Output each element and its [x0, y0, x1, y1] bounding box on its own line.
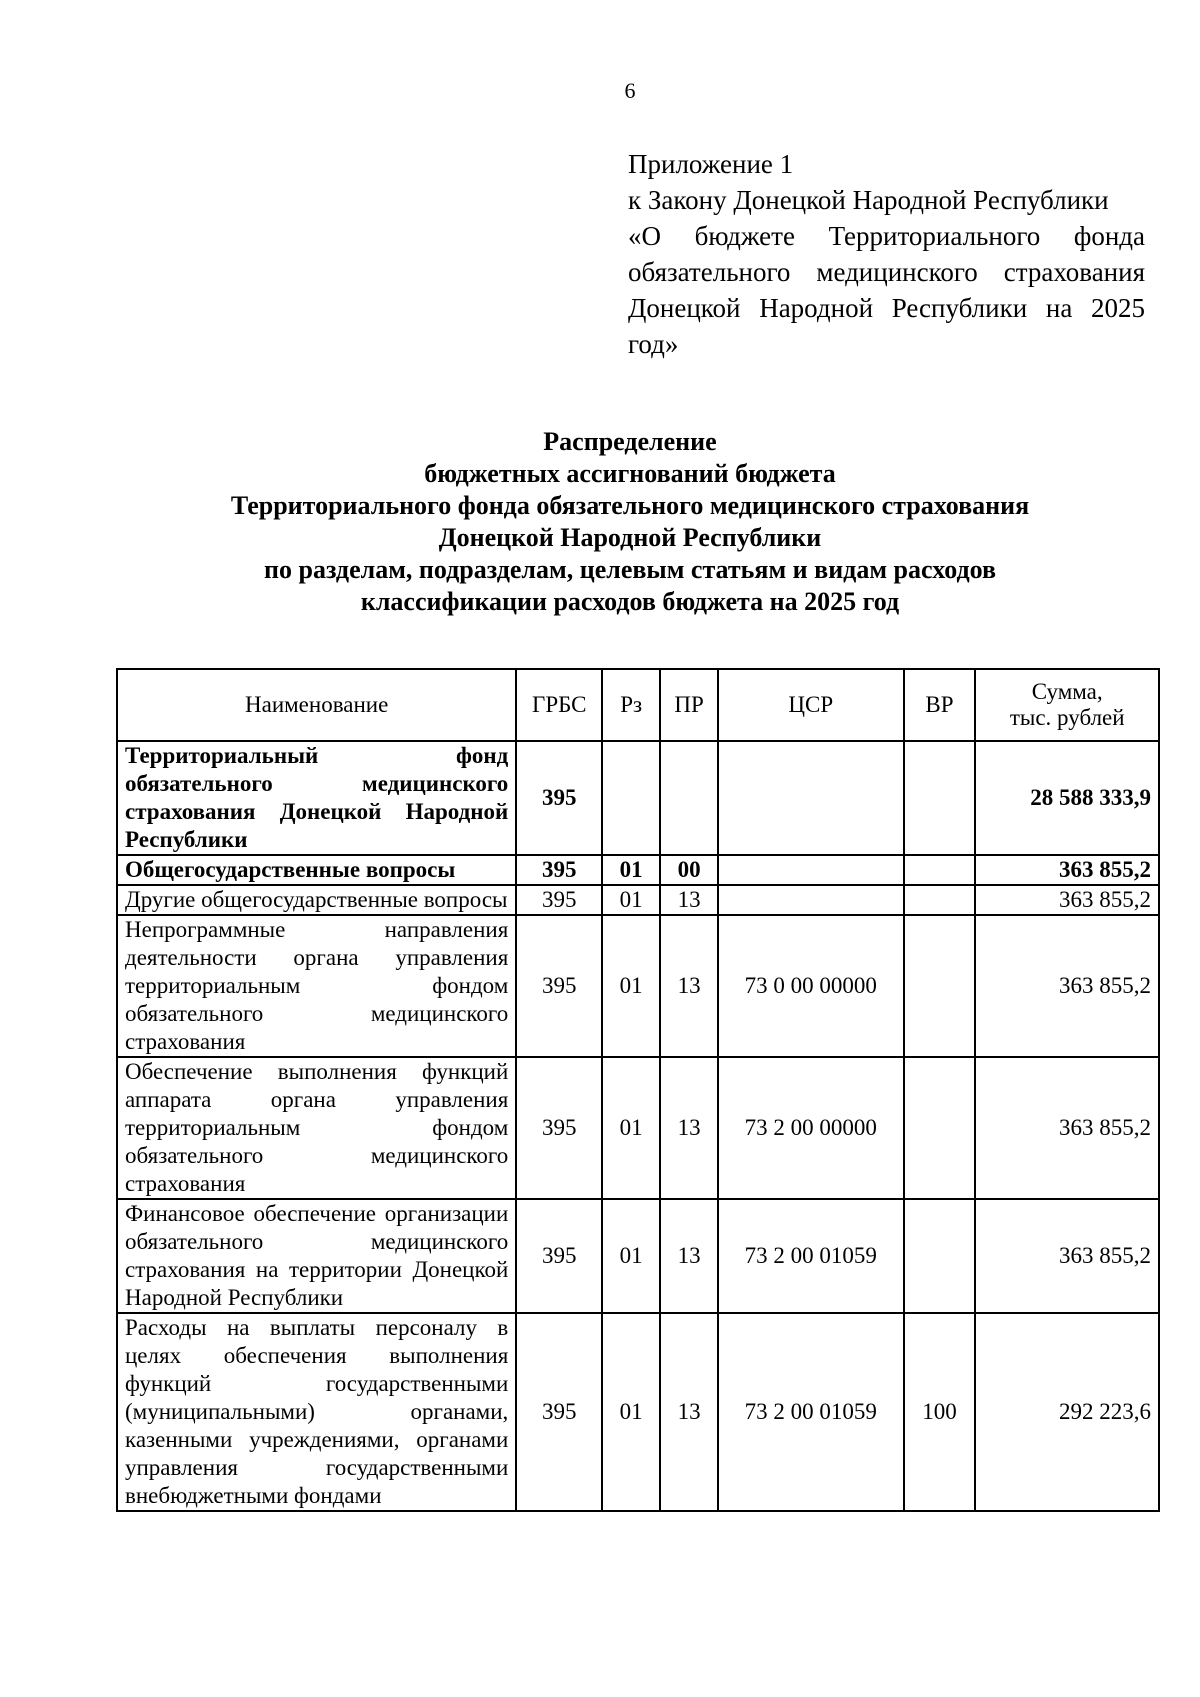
row-sum: 363 855,2	[975, 1057, 1159, 1199]
title-line: бюджетных ассигнований бюджета	[424, 459, 836, 488]
appendix-line: Приложение 1	[628, 149, 794, 179]
row-rz: 01	[602, 855, 660, 885]
row-pr: 13	[660, 885, 718, 915]
appendix-line: год»	[628, 329, 679, 359]
row-csr	[718, 885, 903, 915]
row-pr: 13	[660, 1057, 718, 1199]
title-line: Донецкой Народной Республики	[438, 523, 822, 552]
page-number: 6	[624, 78, 636, 103]
title-line: классификации расходов бюджета на 2025 год	[360, 587, 900, 616]
row-csr: 73 2 00 01059	[718, 1313, 903, 1511]
table-row	[117, 855, 1159, 885]
appendix-line: обязательного медицинского страхования	[628, 257, 1145, 287]
row-name: Обеспечение выполнения функций аппарата органа управления территориальным фондом обязательного медицинского страхования	[117, 1057, 516, 1199]
row-sum: 363 855,2	[975, 915, 1159, 1057]
table-row	[117, 885, 1159, 915]
row-rz: 01	[602, 1057, 660, 1199]
row-csr	[718, 741, 903, 855]
appendix-line: «О бюджете Территориального фонда	[628, 221, 1145, 251]
title-line: Распределение	[543, 427, 717, 456]
row-vr	[904, 885, 976, 915]
header-vr: ВР	[904, 669, 976, 741]
row-grbs: 395	[516, 1313, 602, 1511]
header-sum-line2: тыс. рублей	[1009, 705, 1125, 730]
row-csr: 73 2 00 01059	[718, 1199, 903, 1313]
row-vr: 100	[904, 1313, 976, 1511]
row-vr	[904, 855, 976, 885]
row-pr: 13	[660, 1199, 718, 1313]
row-name: Непрограммные направления деятельности органа управления территориальным фондом обязательного медицинского страхования	[117, 915, 516, 1057]
row-name: Территориальный фонд обязательного медицинского страхования Донецкой Народной Республики	[117, 741, 516, 855]
header-sum-line1: Сумма,	[1031, 679, 1103, 704]
row-name: Другие общегосударственные вопросы	[117, 885, 516, 915]
table-row	[117, 915, 1159, 1057]
row-sum: 292 223,6	[975, 1313, 1159, 1511]
row-name: Финансовое обеспечение организации обязательного медицинского страхования на территории Донецкой Народной Республики	[117, 1199, 516, 1313]
appendix-block	[628, 146, 1145, 362]
appendix-line: Донецкой Народной Республики на 2025	[628, 293, 1145, 323]
header-csr: ЦСР	[718, 669, 903, 741]
row-rz: 01	[602, 1199, 660, 1313]
row-vr	[904, 1057, 976, 1199]
row-pr: 13	[660, 915, 718, 1057]
row-grbs: 395	[516, 1199, 602, 1313]
title-line: по разделам, подразделам, целевым статьям и видам расходов	[264, 555, 996, 584]
row-csr: 73 2 00 00000	[718, 1057, 903, 1199]
document-title	[0, 426, 1200, 618]
row-name: Общегосударственные вопросы	[117, 855, 516, 885]
row-grbs: 395	[516, 1057, 602, 1199]
row-sum: 28 588 333,9	[975, 741, 1159, 855]
row-rz	[602, 741, 660, 855]
header-rz: Рз	[602, 669, 660, 741]
row-sum: 363 855,2	[975, 1199, 1159, 1313]
row-csr	[718, 855, 903, 885]
row-pr	[660, 741, 718, 855]
appendix-line: к Закону Донецкой Народной Республики	[628, 185, 1109, 215]
table-row	[117, 1057, 1159, 1199]
row-vr	[904, 915, 976, 1057]
table-header-row	[117, 669, 1159, 741]
row-vr	[904, 1199, 976, 1313]
row-sum: 363 855,2	[975, 885, 1159, 915]
header-pr: ПР	[660, 669, 718, 741]
row-pr: 13	[660, 1313, 718, 1511]
row-rz: 01	[602, 1313, 660, 1511]
table-row	[117, 1313, 1159, 1511]
header-grbs: ГРБС	[516, 669, 602, 741]
row-grbs: 395	[516, 915, 602, 1057]
row-grbs: 395	[516, 741, 602, 855]
row-rz: 01	[602, 915, 660, 1057]
header-sum	[975, 669, 1159, 741]
row-grbs: 395	[516, 885, 602, 915]
budget-table	[116, 668, 1160, 1512]
row-sum: 363 855,2	[975, 855, 1159, 885]
row-grbs: 395	[516, 855, 602, 885]
row-pr: 00	[660, 855, 718, 885]
row-csr: 73 0 00 00000	[718, 915, 903, 1057]
table-row	[117, 1199, 1159, 1313]
row-name: Расходы на выплаты персоналу в целях обеспечения выполнения функций государственными (муниципальными) органами, казенными учреждениями, органами управления государственными внебюджетными фондами	[117, 1313, 516, 1511]
row-vr	[904, 741, 976, 855]
header-name: Наименование	[117, 669, 516, 741]
table-row	[117, 741, 1159, 855]
row-rz: 01	[602, 885, 660, 915]
title-line: Территориального фонда обязательного медицинского страхования	[230, 491, 1030, 520]
